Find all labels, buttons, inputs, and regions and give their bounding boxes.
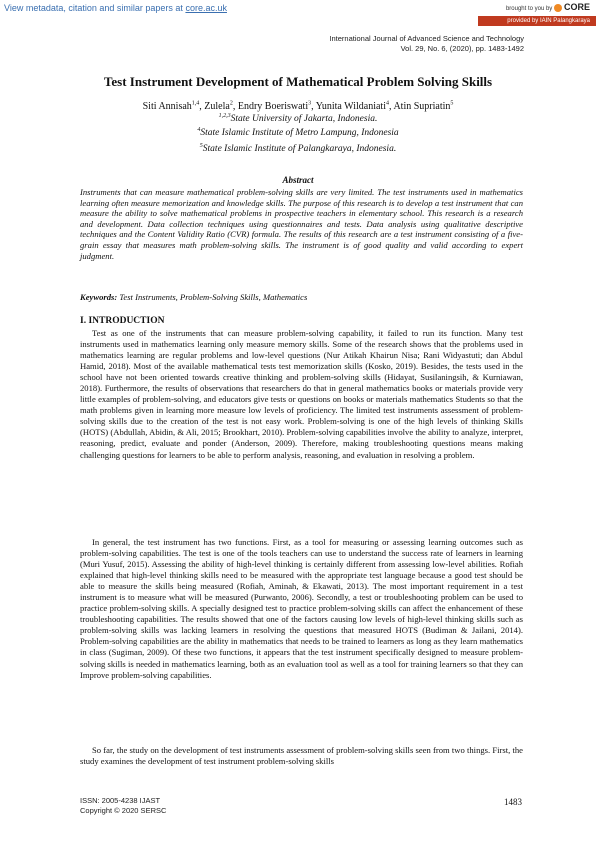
introduction-paragraph-1 (80, 328, 523, 461)
core-link[interactable]: core.ac.uk (185, 3, 227, 13)
affiliation-sup: 5 (199, 142, 203, 149)
core-label: CORE (563, 2, 590, 12)
core-banner (0, 0, 596, 26)
affiliation-sup: 4 (197, 126, 201, 133)
author-list: Siti Annisah$^{1,4}$, Zulela$^2$, Endry Boeriswati$^3$, Yunita Wildaniati$^4$, Atin Supriatin$^5$ (142, 100, 454, 112)
author-affiliation-sup: 3 (308, 100, 312, 107)
author-affiliation-sup: 1,4 (191, 100, 200, 107)
affiliation-text: State University of Jakarta, Indonesia. (230, 114, 378, 124)
metadata-notice (4, 3, 227, 13)
core-badge[interactable] (506, 2, 590, 12)
affiliation-1 (0, 114, 596, 124)
journal-header (329, 34, 524, 54)
introduction-paragraph-3 (80, 745, 523, 767)
page-footer (80, 796, 166, 816)
affiliation-text: State Islamic Institute of Metro Lampung, Indonesia (200, 128, 399, 138)
affiliation-2 (0, 128, 596, 138)
brought-by-text: brought to you by (505, 6, 553, 12)
author-name: Yunita Wildaniati (315, 101, 386, 112)
author-name: Atin Supriatin (393, 101, 451, 112)
affiliation-text: State Islamic Institute of Palangkaraya, Indonesia. (202, 144, 397, 154)
keywords-text: Test Instruments, Problem-Solving Skills, Mathematics (119, 292, 308, 302)
metadata-text: View metadata, citation and similar papers at (4, 3, 186, 13)
abstract-heading: Abstract (282, 175, 314, 185)
introduction-paragraph-2 (80, 537, 523, 681)
author-name: Siti Annisah (142, 101, 192, 112)
page-number: 1483 (504, 797, 522, 807)
paragraph-text: In general, the test instrument has two functions. First, as a tool for measuring or assessing learning outcomes such as problem-solving capabilities. The test is one of the tools teachers can use to understand the success rate of learners in learning (Muri Yusuf, 2015). Assessing the ability of high-level thinking is certainly different from assessing low-level abilities. Rofiah explained that high-level thinking skills need to be measured with the appropriate test language because a good test should be able to measure the skills being measured (Rofiah, Aminah, & Ekawati, 2013). The most important requirement in a test instrument is to measure what will be measured (Purwanto, 2006). Secondly, a test or troubleshooting problem can be used to practice problem-solving skills. A specially designed test to practice problem-solving skills can affect the enhancement of these troubleshooting capabilities. The results showed that one of the factors causing low levels of high-level thinking skills such as problem-solving skills was lacking learners in resolving the questions that measured HOTS (Budiman & Jailani, 2014). Problem-solving capabilities are the ability in mathematics that needs to be trained to learners as long as they learn mathematics in class (Sugiman, 2009). Of these two functions, it appears that the test instrument specifically designed to measure problem-solving skills is needed in mathematics learning, both as an evaluation tool as well as a tool for training learners so that they can Improve problem-solving capabilities. (80, 537, 523, 680)
core-logo-icon (554, 4, 562, 12)
affiliation-3 (0, 144, 596, 154)
section-heading-introduction: I. INTRODUCTION (80, 316, 165, 326)
journal-name: International Journal of Advanced Science and Technology (329, 34, 524, 43)
author-name: Endry Boeriswati (237, 101, 309, 112)
issn-text: ISSN: 2005-4238 IJAST (80, 796, 161, 805)
keywords-label: Keywords: (80, 292, 118, 302)
author-name: Zulela (204, 101, 230, 112)
copyright-text: Copyright © 2020 SERSC (80, 806, 167, 815)
paragraph-text: So far, the study on the development of test instruments assessment of problem-solving skills seen from two things. First, the study examines the development of test instrument problem-solving skills (80, 745, 523, 767)
author-affiliation-sup: 4 (385, 100, 389, 107)
author-affiliation-sup: 5 (450, 100, 454, 107)
journal-issue: Vol. 29, No. 6, (2020), pp. 1483-1492 (400, 44, 524, 53)
affiliation-sup: 1,2,3 (218, 112, 231, 119)
author-affiliation-sup: 2 (229, 100, 233, 107)
paper-title: Test Instrument Development of Mathematical Problem Solving Skills (103, 74, 493, 89)
keywords-line (80, 292, 523, 302)
paragraph-text: Test as one of the instruments that can measure problem-solving capability, it failed to run its function. Many test instruments used in mathematics learning only measure memory skills. Some of the research shows that the problems used in mathematics learning are regular problems and low-level questions (Nur Atikah Khairun Nisa; Rani Widyastuti; dan Abdul Hamid, 2018). Most of the available mathematical tests test memorization skills (Kosko, 2019). Besides, the tests used in the school have not been oriented towards creative thinking and problem-solving skills (Hidayat, Susilaningsih, & Kurniawan, 2018). Furthermore, the results of observations that researchers do that in general mathematics books or materials provide very little examples of problem-solving, and educators give tests or questions on books or materials mathematics Students so that the math problems given in learning more measure low levels of proficiency. The limited test instruments assessment of problem-solving skills due to the creation of the test is not easy work. Problem-solving is one of the high levels of thinking Skills (HOTS) (Abdullah, Abidin, & Ali, 2015; Brookhart, 2010). Problem-solving capabilities involve the ability to analyze, interpret, reasoning, predict, evaluate and ponder (Anderson, 2009). Therefore, making troubleshooting questions means making challenging questions for learners to be able to perform analysis, reasoning, and evaluation in resolving a problem. (80, 328, 523, 460)
abstract-body: Instruments that can measure mathematical problem-solving skills are very limited. The test instruments used in mathematics learning often measure memorization and knowledge skills. The purpose of this research is to develop a test instrument that can measure the ability to solve mathematical problems in prospective teachers in elementary school. This research is a research and development. Data collection techniques using questionnaires and tests. Data analysis using qualitative descriptive techniques and the Content Validity Ratio (CVR) formula. The results of this research are a test instrument consisting of a five-grain essay that measures math problem-solving skills. The instrument is of good quality and valid according to expert judgment. (80, 187, 523, 261)
provided-by-bar: provided by IAIN Palangkaraya (478, 16, 596, 26)
